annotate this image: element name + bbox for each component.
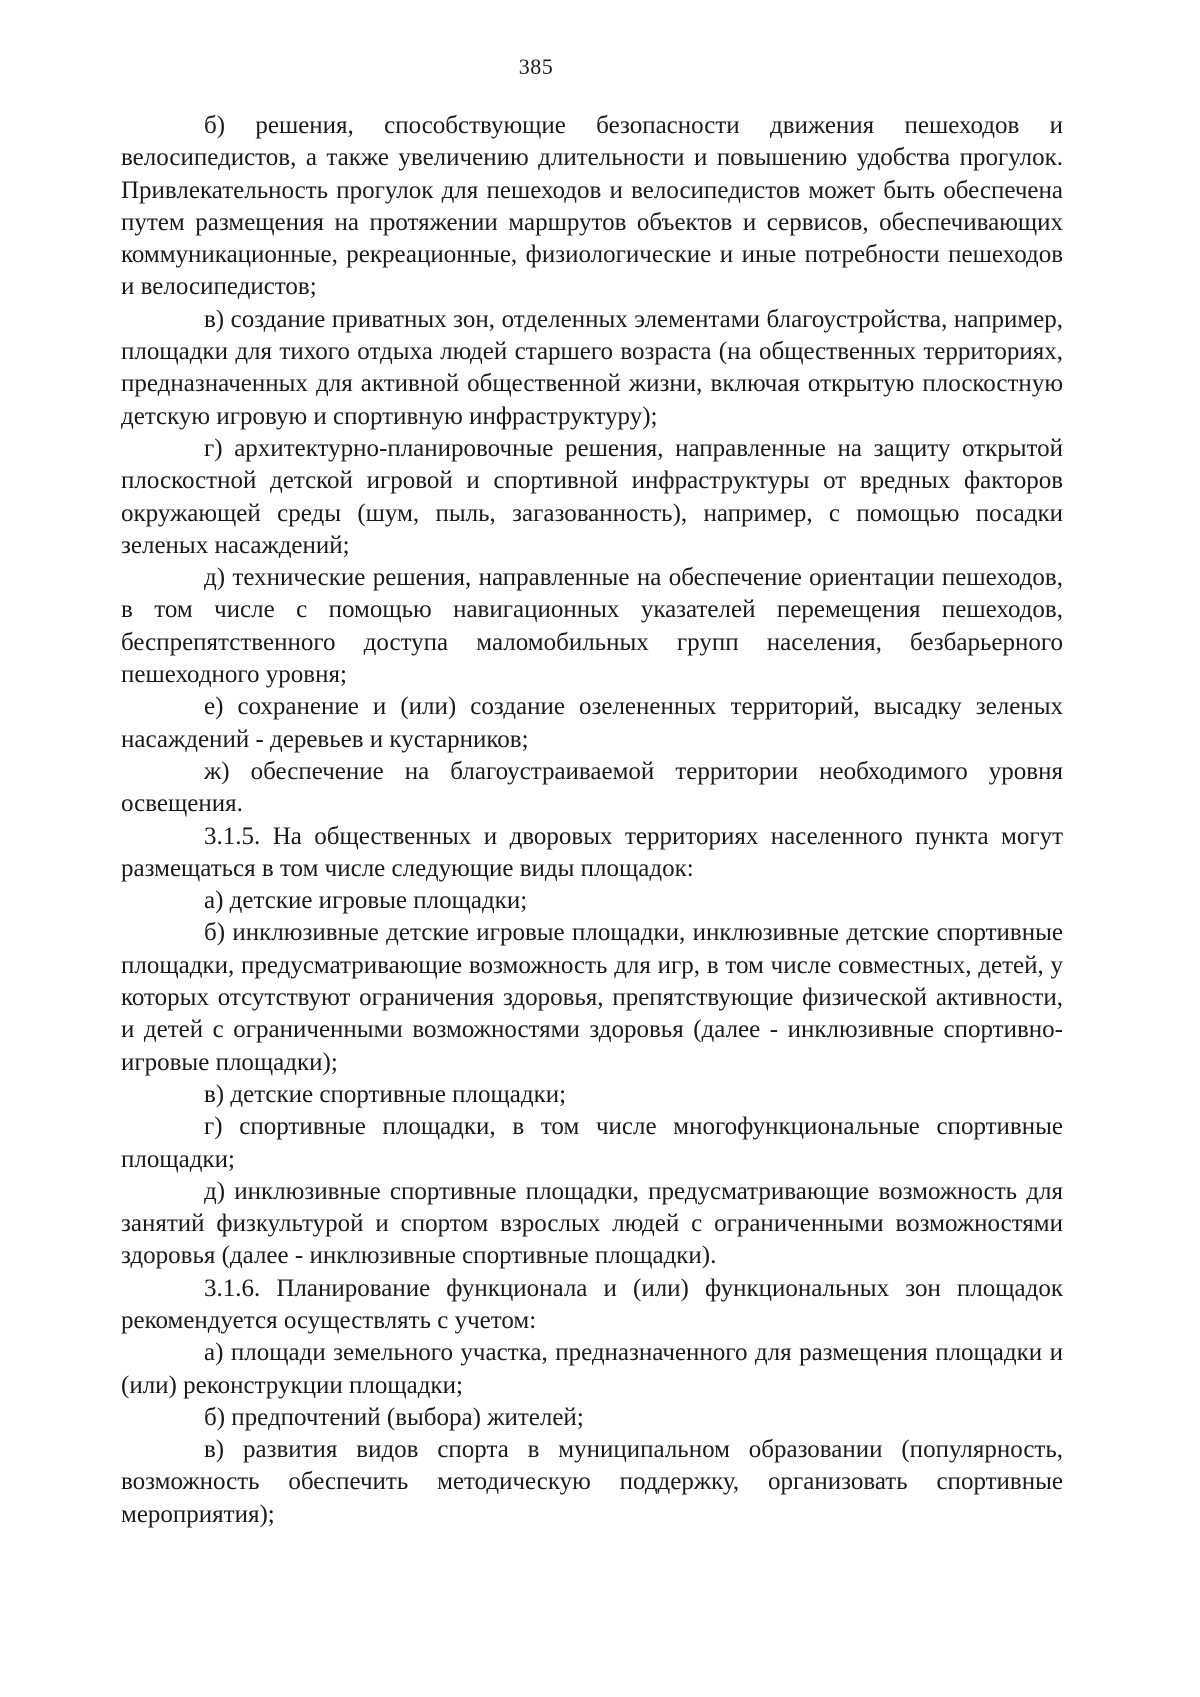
paragraph: а) детские игровые площадки; <box>204 887 528 915</box>
paragraph: в) развития видов спорта в муниципальном образовании (популярность, возможность обеспечить методическую поддержку, организовать спортивные мероприятия); <box>121 1436 1063 1528</box>
paragraph: г) спортивные площадки, в том числе многофункциональные спортивные площадки; <box>121 1113 1063 1173</box>
paragraph: д) инклюзивные спортивные площадки, предусматривающие возможность для занятий физкультурой и спортом взрослых людей с ограниченными возможностями здоровья (далее - инклюзивные спортивные площадки). <box>121 1177 1063 1270</box>
paragraph: б) решения, способствующие безопасности движения пешеходов и велосипедистов, а также увеличению длительности и повышению удобства прогулок. Привлекательность прогулок для пешеходов и велосипедистов может быть обеспечена путем размещения на протяжении маршрутов объектов и сервисов, обеспечивающих коммуникационные, рекреационные, физиологические и иные потребности пешеходов и велосипедистов; <box>121 112 1063 301</box>
page-number: 385 <box>518 54 554 79</box>
paragraph: а) площади земельного участка, предназначенного для размещения площадки и (или) реконструкции площадки; <box>121 1339 1063 1399</box>
paragraph: ж) обеспечение на благоустраиваемой территории необходимого уровня освещения. <box>121 757 1063 818</box>
paragraph: б) инклюзивные детские игровые площадки, инклюзивные детские спортивные площадки, предусматривающие возможность для игр, в том числе совместных, детей, у которых отсутствуют ограничения здоровья, препятствующие физической активности, и детей с ограниченными возможностями здоровья (далее - инклюзивные спортивно-игровые площадки); <box>121 919 1063 1076</box>
paragraph: е) сохранение и (или) создание озелененных территорий, высадку зеленых насаждений - деревьев и кустарников; <box>121 693 1063 753</box>
paragraph: в) создание приватных зон, отделенных элементами благоустройства, например, площадки для тихого отдыха людей старшего возраста (на общественных территориях, предназначенных для активной общественной жизни, включая открытую плоскостную детскую игровую и спортивную инфраструктуру); <box>121 305 1063 430</box>
paragraph: г) архитектурно-планировочные решения, направленные на защиту открытой плоскостной детской игровой и спортивной инфраструктуры от вредных факторов окружающей среды (шум, пыль, загазованность), например, с помощью посадки зеленых насаждений; <box>121 434 1063 559</box>
paragraph: б) предпочтений (выбора) жителей; <box>204 1403 584 1431</box>
section-paragraph-3-1-5: 3.1.5. На общественных и дворовых территориях населенного пункта могут размещаться в том числе следующие виды площадок: <box>121 822 1063 882</box>
paragraph: д) технические решения, направленные на обеспечение ориентации пешеходов, в том числе с помощью навигационных указателей перемещения пешеходов, беспрепятственного доступа маломобильных групп населения, безбарьерного пешеходного уровня; <box>121 564 1063 689</box>
document-body <box>121 110 1063 1531</box>
paragraph: в) детские спортивные площадки; <box>204 1080 567 1108</box>
section-paragraph-3-1-6: 3.1.6. Планирование функционала и (или) функциональных зон площадок рекомендуется осуществлять с учетом: <box>121 1274 1063 1334</box>
